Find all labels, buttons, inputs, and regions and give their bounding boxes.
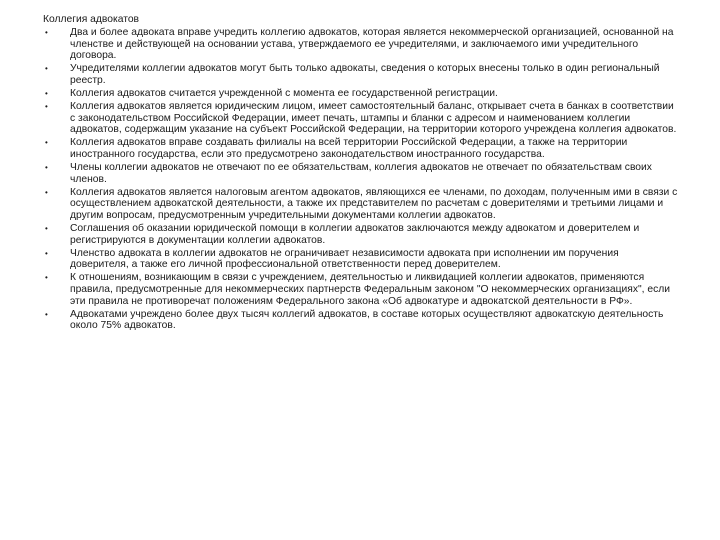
list-item xyxy=(43,162,680,185)
bullet-icon: • xyxy=(45,102,48,112)
list-item-text: Коллегия адвокатов является юридическим лицом, имеет самостоятельный баланс, открывает счета в банках в соответствии с законодательством Российской Федерации, имеет печать, штампы и бланки с адресом и наименованием коллегии адвокатов, содержащим указание на субъект Российской Федерации, на территории которого учреждена коллегия адвокатов. xyxy=(70,101,677,136)
list-item xyxy=(43,248,680,271)
bullet-icon: • xyxy=(45,28,48,37)
list-item xyxy=(43,187,680,222)
bullet-icon: • xyxy=(45,309,48,319)
bullet-icon: • xyxy=(45,248,48,258)
list-item xyxy=(43,101,680,136)
list-item xyxy=(43,137,680,160)
list-item-text: Два и более адвоката вправе учредить коллегию адвокатов, которая является некоммерческой организацией, основанной на членстве и действующей на основании устава, утверждаемого ее учредителями, и заключаемого ими учредительного договора. xyxy=(70,27,674,62)
list-item-text: Коллегия адвокатов является налоговым агентом адвокатов, являющихся ее членами, по доходам, полученным ими в связи с осуществлением адвокатской деятельности, а также их представителем по расчетам с доверителями и третьими лицами и другим вопросам, предусмотренным учредительными документами коллегии адвокатов. xyxy=(70,186,678,221)
list-item xyxy=(43,63,680,86)
document-title: Коллегия адвокатов xyxy=(43,14,140,25)
list-item xyxy=(43,272,680,307)
bullet-icon: • xyxy=(45,224,48,233)
list-item xyxy=(43,223,680,246)
list-item-text: Учредителями коллегии адвокатов могут быть только адвокаты, сведения о которых внесены только в один региональный реестр. xyxy=(70,63,660,86)
list-item-text: Членство адвоката в коллегии адвокатов не ограничивает независимости адвоката при исполнении им поручения доверителя, а также его личной профессиональной ответственности перед доверителем. xyxy=(70,247,619,271)
bullet-icon: • xyxy=(45,64,48,74)
list-item xyxy=(43,309,680,332)
bullet-icon: • xyxy=(45,187,48,197)
bullet-icon: • xyxy=(45,88,48,98)
list-item-text: Адвокатами учреждено более двух тысяч коллегий адвокатов, в составе которых осуществляют адвокатскую деятельность около 75% адвокатов. xyxy=(70,308,664,332)
list-item-text: Соглашения об оказании юридической помощи в коллегии адвокатов заключаются между адвокатом и доверителем и регистрируются в документации коллегии адвокатов. xyxy=(70,223,640,246)
list-item-text: Члены коллегии адвокатов не отвечают по ее обязательствам, коллегия адвокатов не отвечает по обязательствам своих членов. xyxy=(70,162,652,185)
bullet-icon: • xyxy=(45,163,48,173)
list-item-text: Коллегия адвокатов вправе создавать филиалы на всей территории Российской Федерации, а также на территории иностранного государства, если это предусмотрено законодательством иностранного государства. xyxy=(70,137,628,160)
list-item-text: К отношениям, возникающим в связи с учреждением, деятельностью и ликвидацией коллегии адвокатов, применяются правила, предусмотренные для некоммерческих партнерств Федеральным законом "О некоммерческих организациях", если эти правила не противоречат положениям Федерального закона «Об адвокатуре и адвокатской деятельности в РФ». xyxy=(70,272,670,307)
list-item-text: Коллегия адвокатов считается учрежденной с момента ее государственной регистрации. xyxy=(70,87,498,99)
list-item xyxy=(43,88,680,100)
bullet-icon: • xyxy=(45,138,48,148)
list-item xyxy=(43,27,680,62)
bullet-icon: • xyxy=(45,273,48,283)
bullet-list xyxy=(43,27,680,332)
